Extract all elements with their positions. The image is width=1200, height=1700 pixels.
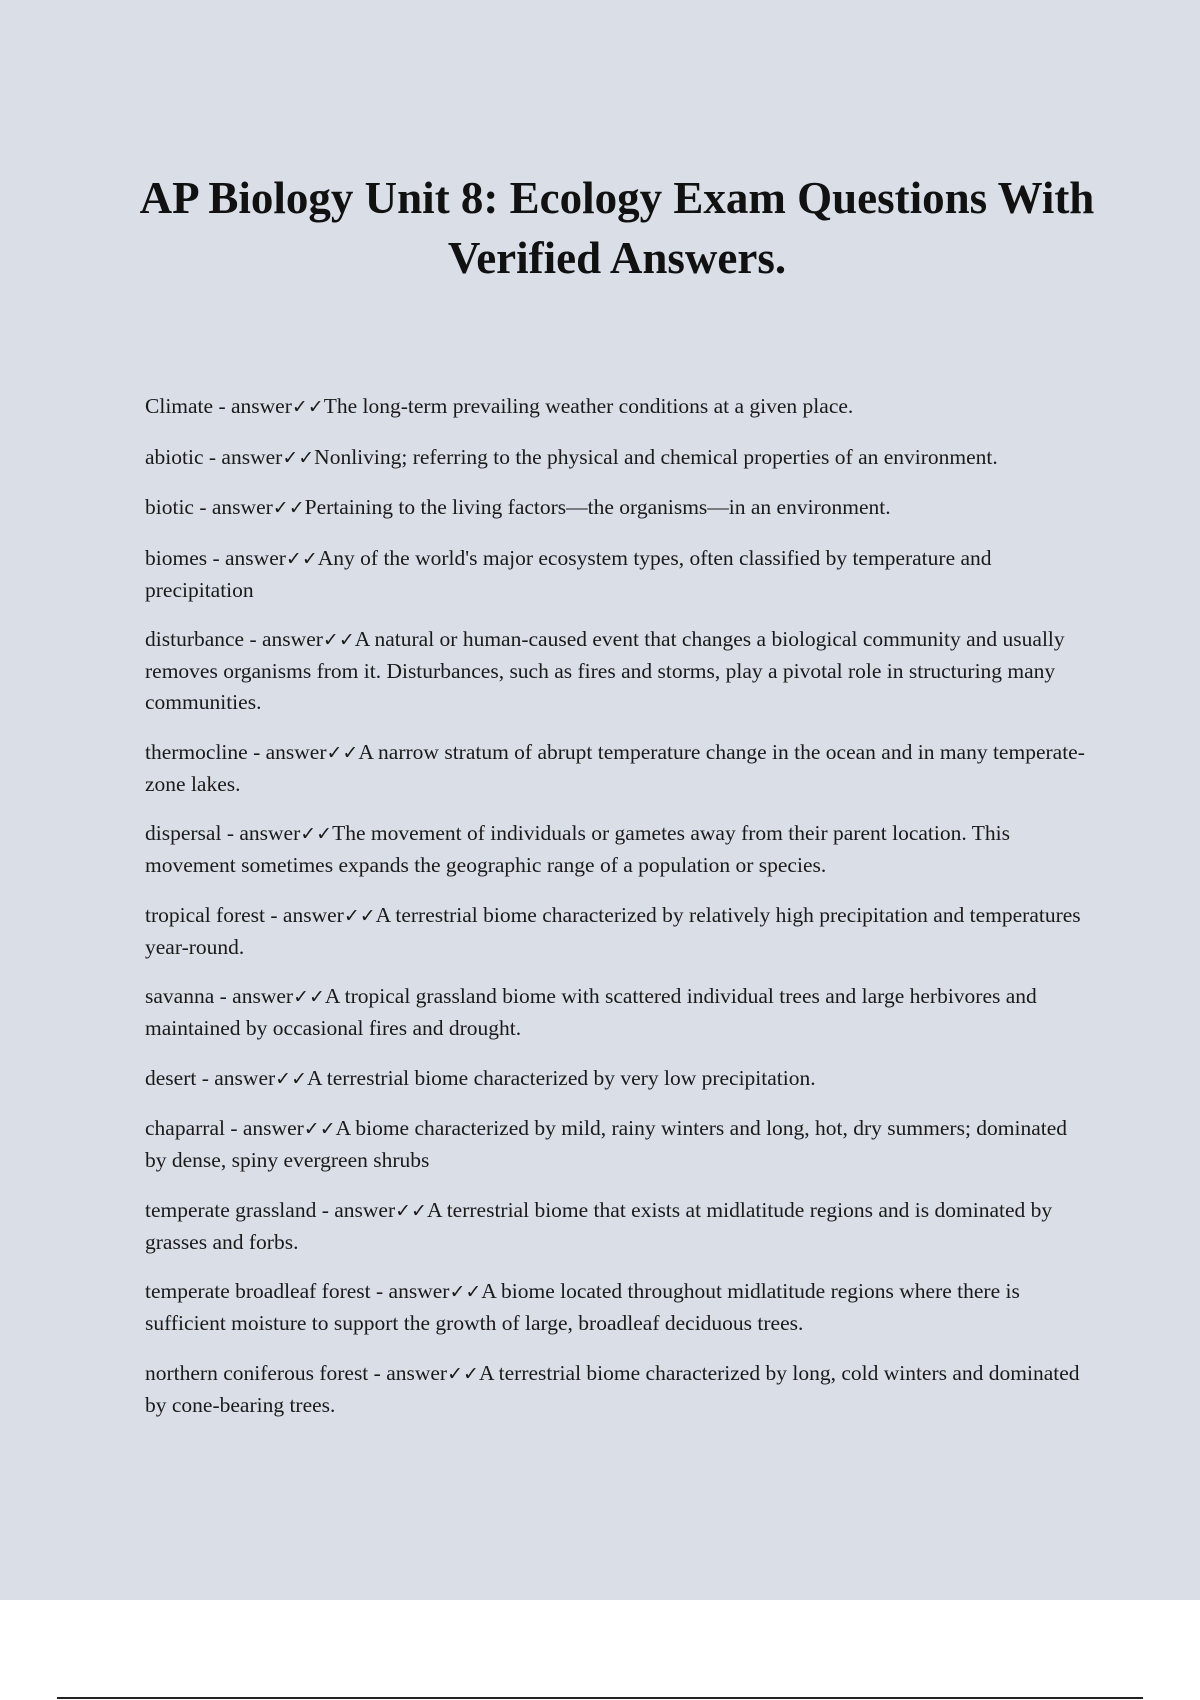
- answer-separator: - answer: [193, 495, 273, 519]
- qa-item: [145, 900, 1085, 963]
- answer-separator: - answer: [207, 545, 286, 570]
- double-check-icon: ✓✓: [395, 1199, 427, 1222]
- qa-item: [145, 624, 1085, 718]
- document-title: AP Biology Unit 8: Ecology Exam Questions With Verified Answers.: [139, 173, 1095, 283]
- qa-definition: A biome characterized by mild, rainy winters and long, hot, dry summers; dominated by dense, spiny evergreen shrubs: [145, 1116, 1068, 1172]
- qa-definition: The long-term prevailing weather conditions at a given place.: [323, 394, 854, 418]
- double-check-icon: ✓✓: [272, 497, 305, 519]
- qa-term: dispersal: [145, 821, 222, 845]
- answer-separator: - answer: [265, 902, 344, 927]
- qa-item: [145, 1276, 1085, 1339]
- qa-term: biotic: [145, 495, 194, 519]
- qa-item: [145, 818, 1085, 881]
- qa-definition: A terrestrial biome characterized by relatively high precipitation and temperatures year-round.: [145, 902, 1081, 959]
- qa-term: thermocline: [145, 739, 248, 764]
- double-check-icon: ✓✓: [447, 1362, 479, 1385]
- answer-separator: - answer: [370, 1279, 450, 1303]
- qa-term: chaparral: [145, 1116, 225, 1140]
- qa-item: [145, 442, 1085, 474]
- double-check-icon: ✓✓: [343, 904, 376, 927]
- qa-definition: A biome located throughout midlatitude regions where there is sufficient moisture to support the growth of large, broadleaf deciduous trees.: [145, 1279, 1020, 1335]
- answer-separator: - answer: [247, 739, 327, 764]
- qa-item: [145, 391, 1085, 423]
- answer-separator: - answer: [221, 821, 301, 845]
- qa-term: disturbance: [145, 627, 245, 651]
- qa-term: northern coniferous forest: [145, 1360, 369, 1385]
- qa-item: [145, 543, 1085, 606]
- qa-definition: A terrestrial biome that exists at midlatitude regions and is dominated by grasses and forbs.: [145, 1197, 1053, 1254]
- double-check-icon: ✓✓: [291, 396, 324, 418]
- qa-definition: A terrestrial biome characterized by very low precipitation.: [307, 1065, 816, 1090]
- qa-definition: Nonliving; referring to the physical and chemical properties of an environment.: [314, 444, 998, 469]
- answer-separator: - answer: [213, 394, 292, 418]
- double-check-icon: ✓✓: [275, 1067, 307, 1090]
- qa-definition: A tropical grassland biome with scattered individual trees and large herbivores and maintained by occasional fires and drought.: [145, 984, 1037, 1040]
- answer-separator: - answer: [203, 444, 283, 469]
- qa-definition: A terrestrial biome characterized by long, cold winters and dominated by cone-bearing trees.: [145, 1360, 1080, 1417]
- footer-divider: [57, 1697, 1143, 1699]
- qa-definition: Any of the world's major ecosystem types, often classified by temperature and precipitation: [145, 545, 992, 602]
- qa-item: [145, 1195, 1085, 1258]
- qa-term: Climate: [145, 394, 214, 418]
- qa-term: biomes: [145, 545, 208, 570]
- qa-term: temperate broadleaf forest: [145, 1279, 371, 1303]
- qa-term: tropical forest: [145, 902, 265, 927]
- qa-term: desert: [145, 1065, 197, 1090]
- qa-term: abiotic: [145, 444, 204, 469]
- qa-definition: A natural or human-caused event that changes a biological community and usually removes organisms from it. Disturbances, such as fires and storms, play a pivotal role in structuring many communities.: [145, 627, 1065, 714]
- double-check-icon: ✓✓: [449, 1281, 482, 1303]
- qa-definition: Pertaining to the living factors—the organisms—in an environment.: [304, 495, 891, 519]
- qa-item: [145, 981, 1085, 1044]
- double-check-icon: ✓✓: [326, 741, 359, 764]
- double-check-icon: ✓✓: [285, 547, 318, 570]
- answer-separator: - answer: [316, 1197, 396, 1222]
- qa-term: savanna: [145, 984, 215, 1008]
- answer-separator: - answer: [368, 1360, 448, 1385]
- answer-separator: - answer: [224, 1116, 304, 1140]
- double-check-icon: ✓✓: [322, 629, 355, 651]
- qa-item: [145, 492, 1085, 524]
- qa-item: [145, 1063, 1085, 1095]
- qa-item: [145, 1358, 1085, 1421]
- double-check-icon: ✓✓: [303, 1118, 336, 1140]
- answer-separator: - answer: [244, 627, 323, 651]
- qa-definition: The movement of individuals or gametes away from their parent location. This movement sometimes expands the geographic range of a population or species.: [145, 821, 1010, 877]
- qa-item: [145, 737, 1085, 800]
- answer-separator: - answer: [214, 984, 294, 1008]
- qa-item: [145, 1113, 1085, 1176]
- qa-list: [145, 391, 1085, 1439]
- double-check-icon: ✓✓: [293, 986, 325, 1008]
- double-check-icon: ✓✓: [282, 446, 315, 469]
- answer-separator: - answer: [196, 1065, 276, 1090]
- qa-definition: A narrow stratum of abrupt temperature change in the ocean and in many temperate-zone lakes.: [145, 739, 1085, 796]
- double-check-icon: ✓✓: [300, 823, 333, 845]
- qa-term: temperate grassland: [145, 1197, 317, 1222]
